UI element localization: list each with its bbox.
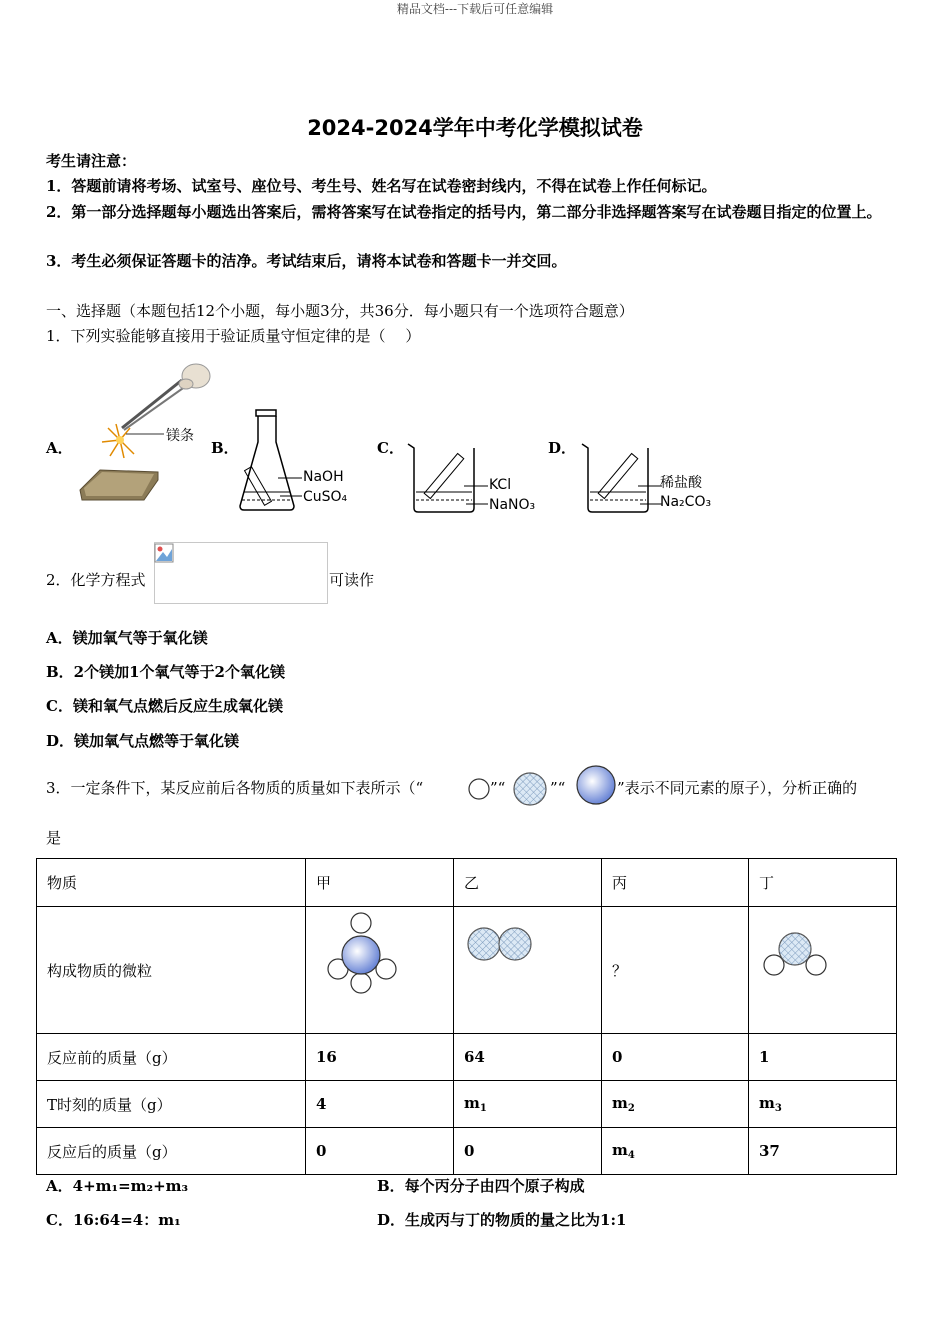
q1-a-label: 镁条 <box>166 428 194 444</box>
q3-stem-part1: 3．一定条件下，某反应前后各物质的质量如下表所示（“ <box>46 779 424 797</box>
large-atom-icon <box>575 764 617 806</box>
molecule-yi-figure <box>454 907 602 1029</box>
q3-stem-tail: 是 <box>46 829 62 847</box>
cell-value: 0 <box>306 1128 454 1175</box>
header-note: 精品文档---下载后可任意编辑 <box>396 2 554 16</box>
small-atom-icon <box>468 778 490 800</box>
q3-option-c: C．16:64=4：m₁ <box>46 1211 181 1229</box>
cell-value: 16 <box>306 1034 454 1081</box>
q2-stem-before: 2．化学方程式 <box>46 571 146 589</box>
molecule-jia-figure <box>306 907 454 1029</box>
row-label: 反应前的质量（g） <box>37 1034 306 1081</box>
header-cell-substance: 物质 <box>37 859 306 907</box>
cell-value: $m_2$ <box>602 1081 749 1128</box>
q1-c-label-2: NaNO₃ <box>489 497 536 513</box>
row-label: 反应后的质量（g） <box>37 1128 306 1175</box>
notice-item-2: 2．第一部分选择题每小题选出答案后，需将答案写在试卷指定的括号内，第二部分非选择题答案写在试卷题目指定的位置上。 <box>46 203 882 221</box>
q1-option-b-letter: B． <box>211 439 239 457</box>
molecule-ding-figure <box>749 907 897 1029</box>
header-cell-yi: 乙 <box>454 859 602 907</box>
q2-option-a: A．镁加氧气等于氧化镁 <box>46 629 208 647</box>
q3-mass-table <box>36 858 897 1175</box>
notice-heading: 考生请注意： <box>46 152 137 170</box>
q2-option-d: D．镁加氧气点燃等于氧化镁 <box>46 732 240 750</box>
cell-value: 1 <box>749 1034 897 1081</box>
table-row <box>37 1034 897 1081</box>
q3-option-b: B．每个丙分子由四个原子构成 <box>377 1177 585 1195</box>
q2-option-c: C．镁和氧气点燃后反应生成氧化镁 <box>46 697 283 715</box>
cell-value: 37 <box>749 1128 897 1175</box>
page-title: 2024-2024学年中考化学模拟试卷 <box>307 116 643 140</box>
q1-option-c-letter: C． <box>377 439 404 457</box>
q2-option-b: B．2个镁加1个氧气等于2个氧化镁 <box>46 663 285 681</box>
header-cell-ding: 丁 <box>749 859 897 907</box>
q1-stem: 1．下列实验能够直接用于验证质量守恒定律的是（ ） <box>46 327 421 345</box>
q1-option-d-letter: D． <box>548 439 577 457</box>
notice-item-3: 3．考生必须保证答题卡的洁净。考试结束后，请将本试卷和答题卡一并交回。 <box>46 252 567 270</box>
conical-flask-figure <box>236 408 306 514</box>
q1-b-label-1: NaOH <box>303 469 344 485</box>
table-row <box>37 1081 897 1128</box>
q3-option-d: D．生成丙与丁的物质的量之比为1:1 <box>377 1211 627 1229</box>
header-cell-bing: 丙 <box>602 859 749 907</box>
cell-value: 0 <box>454 1128 602 1175</box>
table-row <box>37 1128 897 1175</box>
equation-image-placeholder <box>154 542 328 604</box>
row-label: T时刻的质量（g） <box>37 1081 306 1128</box>
cell-value: $m_4$ <box>602 1128 749 1175</box>
q3-stem-quote-1: ”“ <box>490 779 506 797</box>
table-particle-row <box>37 907 897 1034</box>
q1-b-label-2: CuSO₄ <box>303 489 348 505</box>
particle-row-label: 构成物质的微粒 <box>37 907 306 1034</box>
q1-option-a-letter: A． <box>46 439 73 457</box>
broken-image-icon <box>154 543 174 563</box>
q3-stem-part2: ”表示不同元素的原子），分析正确的 <box>617 779 858 797</box>
cell-value: 0 <box>602 1034 749 1081</box>
hatched-atom-icon <box>512 771 548 807</box>
cell-value: 4 <box>306 1081 454 1128</box>
q2-stem-after: 可读作 <box>329 571 375 589</box>
notice-item-1: 1．答题前请将考场、试室号、座位号、考生号、姓名写在试卷密封线内，不得在试卷上作任何标记。 <box>46 177 717 195</box>
table-header-row <box>37 859 897 907</box>
cell-value: $m_3$ <box>749 1081 897 1128</box>
cell-value: 64 <box>454 1034 602 1081</box>
q1-d-label-2: Na₂CO₃ <box>660 494 712 510</box>
section-heading: 一、选择题（本题包括12个小题，每小题3分，共36分．每小题只有一个选项符合题意） <box>46 302 634 320</box>
beaker-kcl-figure <box>404 440 492 516</box>
q3-stem-quote-2: ”“ <box>550 779 566 797</box>
q1-d-label-1: 稀盐酸 <box>660 475 702 491</box>
cell-value: $m_1$ <box>454 1081 602 1128</box>
q1-c-label-1: KCl <box>489 477 512 493</box>
q3-option-a: A．4+m₁=m₂+m₃ <box>46 1177 189 1195</box>
beaker-hcl-figure <box>578 440 666 516</box>
header-cell-jia: 甲 <box>306 859 454 907</box>
particle-unknown: ？ <box>602 907 749 1034</box>
